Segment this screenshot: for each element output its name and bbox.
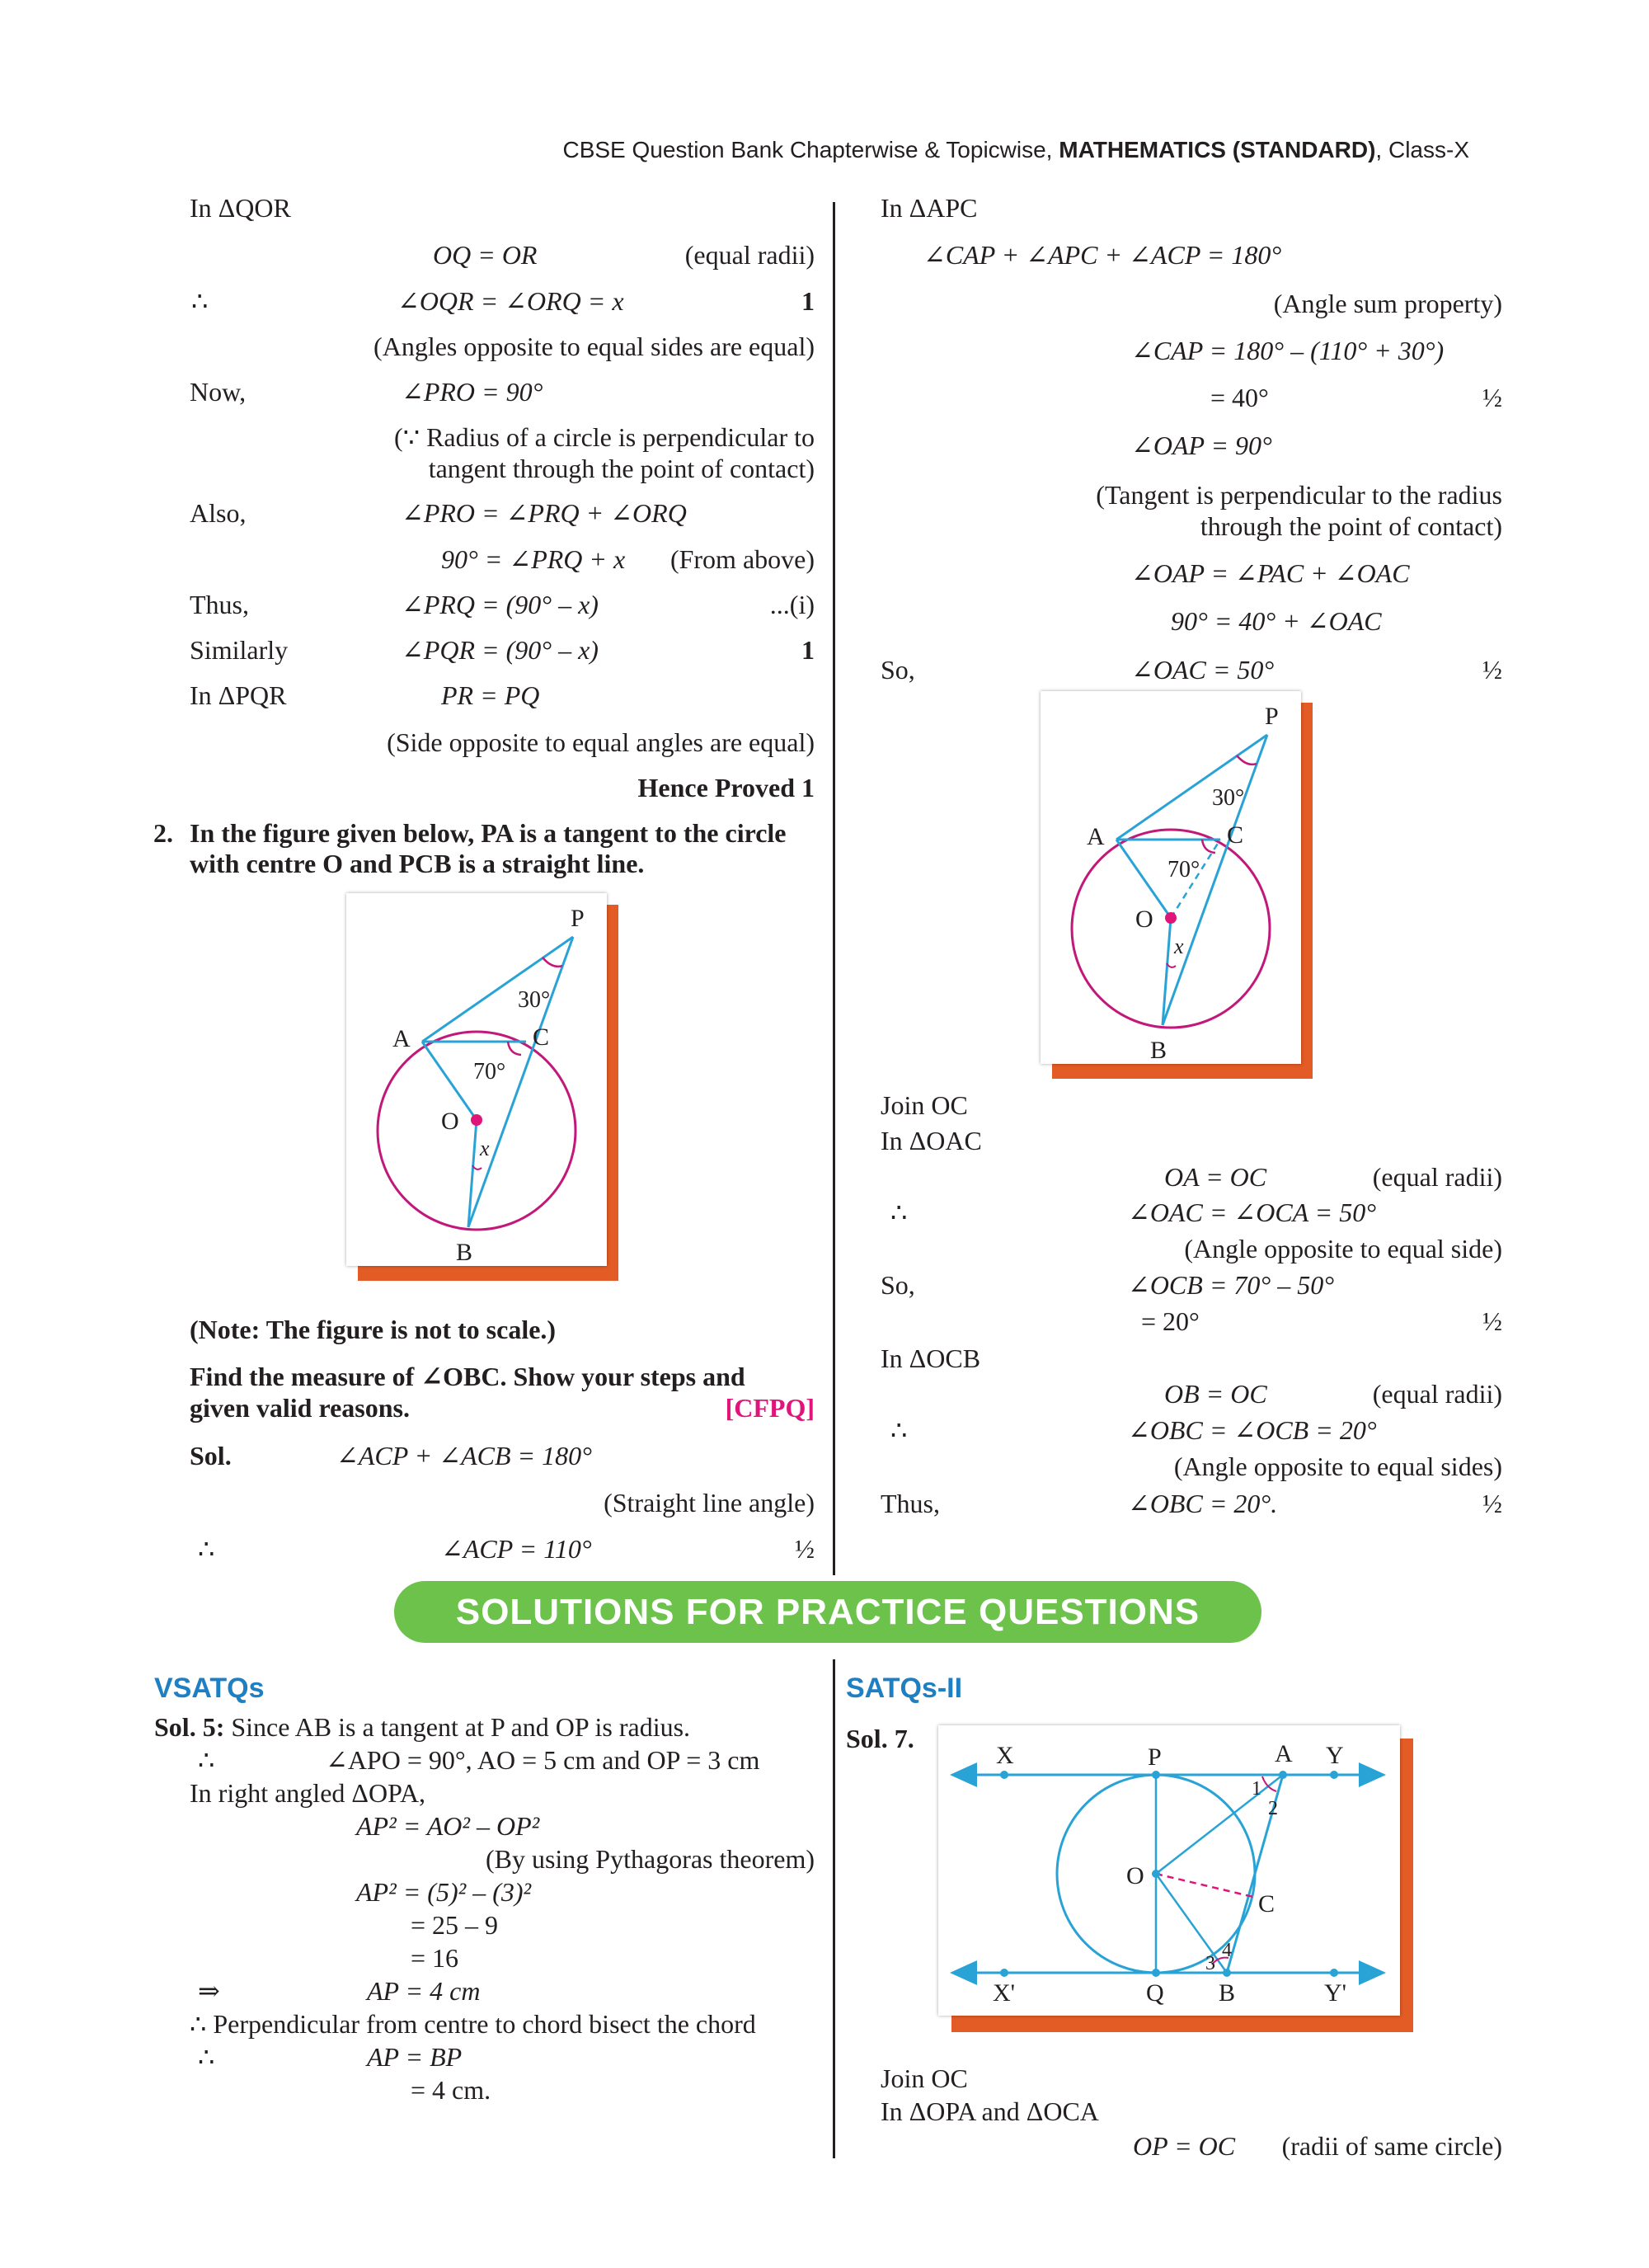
equation-text: AP² = (5)² – (3)²	[356, 1877, 532, 1907]
equation	[402, 633, 599, 666]
label-angle-4: 4	[1222, 1940, 1232, 1961]
sol-label: Sol.	[190, 1441, 232, 1470]
equation-text: ∠OAC = ∠OCA = 50°	[1128, 1198, 1377, 1227]
equation-text: AP² = AO² – OP²	[356, 1811, 540, 1841]
equation-text: ∠PQR = (90° – x)	[402, 635, 599, 665]
equation	[433, 238, 537, 271]
mark: ½	[1482, 1489, 1502, 1518]
figure-svg	[938, 1725, 1400, 2016]
reason: (Tangent is perpendicular to the radius	[1096, 480, 1502, 510]
question-number: 2.	[153, 818, 173, 848]
label-x: x	[1174, 934, 1184, 958]
equation-text: OQ = OR	[433, 240, 538, 270]
reason: (radii of same circle)	[1281, 2131, 1502, 2161]
equation	[1128, 1196, 1376, 1229]
label-angle-30: 30°	[1212, 785, 1245, 811]
equation-text: ∠PRO = ∠PRQ + ∠ORQ	[402, 498, 687, 528]
point-x	[1000, 1771, 1008, 1779]
solution-text: Since AB is a tangent at P and OP is radius.	[231, 1712, 691, 1742]
sol-label: Sol. 5:	[154, 1712, 225, 1742]
reason: (∵ Radius of a circle is perpendicular to	[394, 422, 815, 452]
point-p	[1152, 1771, 1160, 1779]
label-o: O	[1135, 906, 1153, 933]
equation-text: ∠OBC = ∠OCB = 20°	[1128, 1415, 1377, 1445]
equation: = 16	[411, 1943, 459, 1973]
equation	[1164, 1160, 1266, 1193]
hence-proved: Hence Proved 1	[637, 773, 815, 802]
label-x: x	[480, 1136, 490, 1160]
equation-text: OP = OC	[1133, 2131, 1236, 2161]
equation-text: OB = OC	[1164, 1379, 1267, 1409]
text-line: In ΔAPC	[881, 193, 978, 223]
point-b	[1223, 1969, 1231, 1977]
label-p: P	[571, 905, 585, 932]
equation-text: ∠OAP = 90°	[1131, 431, 1272, 460]
equation-text: ∠OBC = 20°.	[1128, 1489, 1278, 1518]
equation-text: ∠OAC = 50°	[1131, 655, 1275, 685]
label-y: Y	[1326, 1742, 1344, 1769]
column-divider-bottom	[833, 1659, 835, 2158]
figure-card	[938, 1725, 1400, 2016]
banner-title: SOLUTIONS FOR PRACTICE QUESTIONS	[455, 1592, 1200, 1632]
find-text: Find the measure of ∠OBC. Show your steps and	[190, 1362, 745, 1391]
centre-dot	[1152, 1870, 1160, 1878]
label: In ΔPQR	[190, 680, 287, 710]
point-xp	[1000, 1969, 1008, 1977]
section-heading: VSATQs	[154, 1673, 265, 1704]
cfpq-tag: [CFPQ]	[725, 1393, 815, 1423]
equation	[1164, 1377, 1267, 1410]
label-c: C	[1258, 1890, 1276, 1917]
reason: (Side opposite to equal angles are equal)	[387, 727, 815, 757]
label: Similarly	[190, 635, 289, 665]
equation-text: ∠OCB = 70° – 50°	[1128, 1270, 1334, 1300]
equation: = 4 cm.	[411, 2075, 491, 2105]
equation	[397, 285, 624, 318]
mark: ½	[1482, 383, 1502, 412]
text-line: In right angled ΔOPA,	[190, 1778, 426, 1808]
reason: (Angle opposite to equal sides)	[1173, 1452, 1502, 1481]
equation-text: ∠PRO = 90°	[402, 377, 543, 407]
reason: (equal radii)	[1372, 1162, 1502, 1192]
label-o: O	[1126, 1862, 1144, 1889]
therefore-symbol: ∴	[890, 1415, 908, 1445]
reason: (equal radii)	[684, 240, 815, 270]
note: (Note: The figure is not to scale.)	[190, 1315, 557, 1344]
label-q: Q	[1146, 1979, 1164, 2007]
equation	[367, 1974, 480, 2007]
equation	[1133, 2129, 1235, 2162]
equation	[1131, 334, 1444, 367]
tangent-pa	[422, 937, 573, 1042]
label-p: P	[1265, 703, 1279, 730]
angle-p-arc	[1237, 755, 1257, 765]
text-line: Join OC	[881, 1090, 968, 1120]
label-angle-3: 3	[1205, 1953, 1215, 1974]
equation-text: AP = BP	[367, 2042, 463, 2072]
circle-tangent-figure-left	[346, 893, 618, 1281]
equation-text: AP = 4 cm	[367, 1976, 481, 2006]
angle-p-arc	[543, 958, 562, 967]
label-angle-2: 2	[1268, 1798, 1278, 1819]
label-yp: Y'	[1324, 1979, 1347, 2007]
mark: ½	[1482, 655, 1502, 685]
figure-card	[1041, 691, 1301, 1064]
text-line: ∴ Perpendicular from centre to chord bisect the chord	[190, 2009, 756, 2039]
equation: = 20°	[1141, 1306, 1200, 1336]
equation	[367, 2040, 462, 2073]
label: Thus,	[190, 590, 249, 619]
equation	[1128, 1268, 1334, 1301]
label-a: A	[392, 1025, 411, 1052]
equation	[441, 543, 625, 576]
reason: (From above)	[669, 544, 815, 574]
label: Now,	[190, 377, 247, 407]
equation	[441, 679, 539, 712]
question-text: In the figure given below, PA is a tangent to the circle	[190, 818, 787, 848]
equation-text: ∠ACP = 110°	[441, 1534, 592, 1564]
equation	[402, 496, 687, 529]
label-angle-1: 1	[1252, 1778, 1261, 1800]
header-suffix: , Class-X	[1375, 137, 1469, 162]
tangent-pa	[1116, 735, 1267, 840]
reason: through the point of contact)	[1200, 511, 1502, 541]
reason: (Straight line angle)	[604, 1488, 815, 1517]
equation	[336, 1439, 592, 1472]
equation: = 25 – 9	[411, 1910, 499, 1940]
equation-text: PR = PQ	[441, 680, 540, 710]
label-b: B	[456, 1239, 473, 1266]
equation-text: ∠OQR = ∠ORQ = x	[397, 286, 624, 316]
therefore-symbol: ∴	[198, 1534, 215, 1564]
equation-text: 90° = 40° + ∠OAC	[1171, 606, 1382, 636]
text-line: In ΔOPA and ΔOCA	[881, 2096, 1099, 2126]
header-prefix: CBSE Question Bank Chapterwise & Topicwise,	[562, 137, 1059, 162]
angle-c-arc	[1202, 840, 1215, 853]
section-heading: SATQs-II	[846, 1673, 963, 1704]
column-divider-top	[833, 202, 835, 1575]
point-q	[1152, 1969, 1160, 1977]
implies-symbol: ⇒	[198, 1976, 220, 2006]
section-banner	[394, 1581, 1261, 1643]
find-text: given valid reasons.	[190, 1393, 410, 1423]
circle-tangent-figure-right	[1041, 691, 1313, 1079]
label-a: A	[1087, 823, 1105, 850]
centre-dot	[1165, 912, 1177, 924]
centre-dot	[471, 1114, 482, 1126]
label-angle-70: 70°	[473, 1059, 506, 1085]
reason: (By using Pythagoras theorem)	[485, 1844, 815, 1874]
equation	[441, 1532, 592, 1565]
text-line: Join OC	[881, 2063, 968, 2093]
equation-text: ∠PRQ = (90° – x)	[402, 590, 599, 619]
point-a	[1279, 1771, 1287, 1779]
label-c: C	[1227, 821, 1244, 849]
label-o: O	[441, 1108, 459, 1135]
figure-card	[346, 893, 607, 1266]
label-b: B	[1150, 1037, 1167, 1064]
therefore-symbol: ∴	[198, 1745, 215, 1775]
equation	[1128, 1414, 1377, 1447]
question-text: with centre O and PCB is a straight line.	[190, 849, 645, 878]
text-line: In ΔOAC	[881, 1126, 982, 1155]
label-p: P	[1148, 1743, 1162, 1771]
label-x: X	[996, 1742, 1014, 1769]
mark: 1	[801, 635, 815, 665]
label: Also,	[190, 498, 247, 528]
header-subject: MATHEMATICS (STANDARD)	[1059, 137, 1376, 162]
label: So,	[881, 1270, 915, 1300]
text-line: In ΔOCB	[881, 1343, 981, 1373]
mark: ½	[1482, 1306, 1502, 1336]
figure-svg	[1041, 691, 1301, 1064]
equation	[1171, 605, 1382, 638]
angle-c-arc	[508, 1042, 521, 1055]
label-b: B	[1219, 1979, 1236, 2007]
mark: ...(i)	[769, 590, 815, 619]
reason: (Angle opposite to equal side)	[1184, 1234, 1502, 1263]
running-header	[562, 137, 1469, 163]
equation-text: ∠ACP + ∠ACB = 180°	[336, 1441, 592, 1470]
label-angle-70: 70°	[1167, 857, 1200, 882]
equation	[1128, 1487, 1277, 1520]
equation: ∠APO = 90°, AO = 5 cm and OP = 3 cm	[326, 1745, 760, 1775]
equation	[356, 1809, 539, 1842]
equation	[1131, 557, 1410, 590]
equation-text: OA = OC	[1164, 1162, 1267, 1192]
reason: (Angle sum property)	[1273, 289, 1502, 318]
label-c: C	[533, 1023, 550, 1051]
sol-label: Sol. 7.	[846, 1724, 914, 1753]
label: Thus,	[881, 1489, 940, 1518]
equation-text: ∠CAP = 180° – (110° + 30°)	[1131, 336, 1445, 365]
label: So,	[881, 655, 915, 685]
therefore-symbol: ∴	[198, 2042, 215, 2072]
equation	[402, 375, 543, 408]
equation-text: ∠OAP = ∠PAC + ∠OAC	[1131, 558, 1410, 588]
point-y	[1330, 1771, 1338, 1779]
figure-svg	[346, 893, 607, 1266]
mark: 1	[801, 286, 815, 316]
parallel-tangents-figure	[938, 1725, 1413, 2032]
reason: tangent through the point of contact)	[428, 454, 815, 483]
equation	[1131, 653, 1274, 686]
therefore-symbol: ∴	[191, 286, 209, 316]
point-yp	[1330, 1969, 1338, 1977]
equation	[356, 1875, 531, 1908]
equation	[1131, 429, 1272, 462]
equation-text: ∠CAP + ∠APC + ∠ACP = 180°	[923, 240, 1282, 270]
label-xp: X'	[993, 1979, 1016, 2007]
equation: = 40°	[1210, 383, 1269, 412]
equation-text: 90° = ∠PRQ + x	[441, 544, 626, 574]
equation	[923, 238, 1281, 271]
label-angle-30: 30°	[518, 987, 551, 1013]
mark: ½	[795, 1534, 815, 1564]
label-a: A	[1275, 1740, 1293, 1767]
segment-oa	[1156, 1775, 1283, 1874]
text-line: In ΔQOR	[190, 193, 291, 223]
therefore-symbol: ∴	[890, 1198, 908, 1227]
reason: (equal radii)	[1372, 1379, 1502, 1409]
equation	[402, 588, 599, 621]
reason: (Angles opposite to equal sides are equal)	[373, 332, 815, 361]
